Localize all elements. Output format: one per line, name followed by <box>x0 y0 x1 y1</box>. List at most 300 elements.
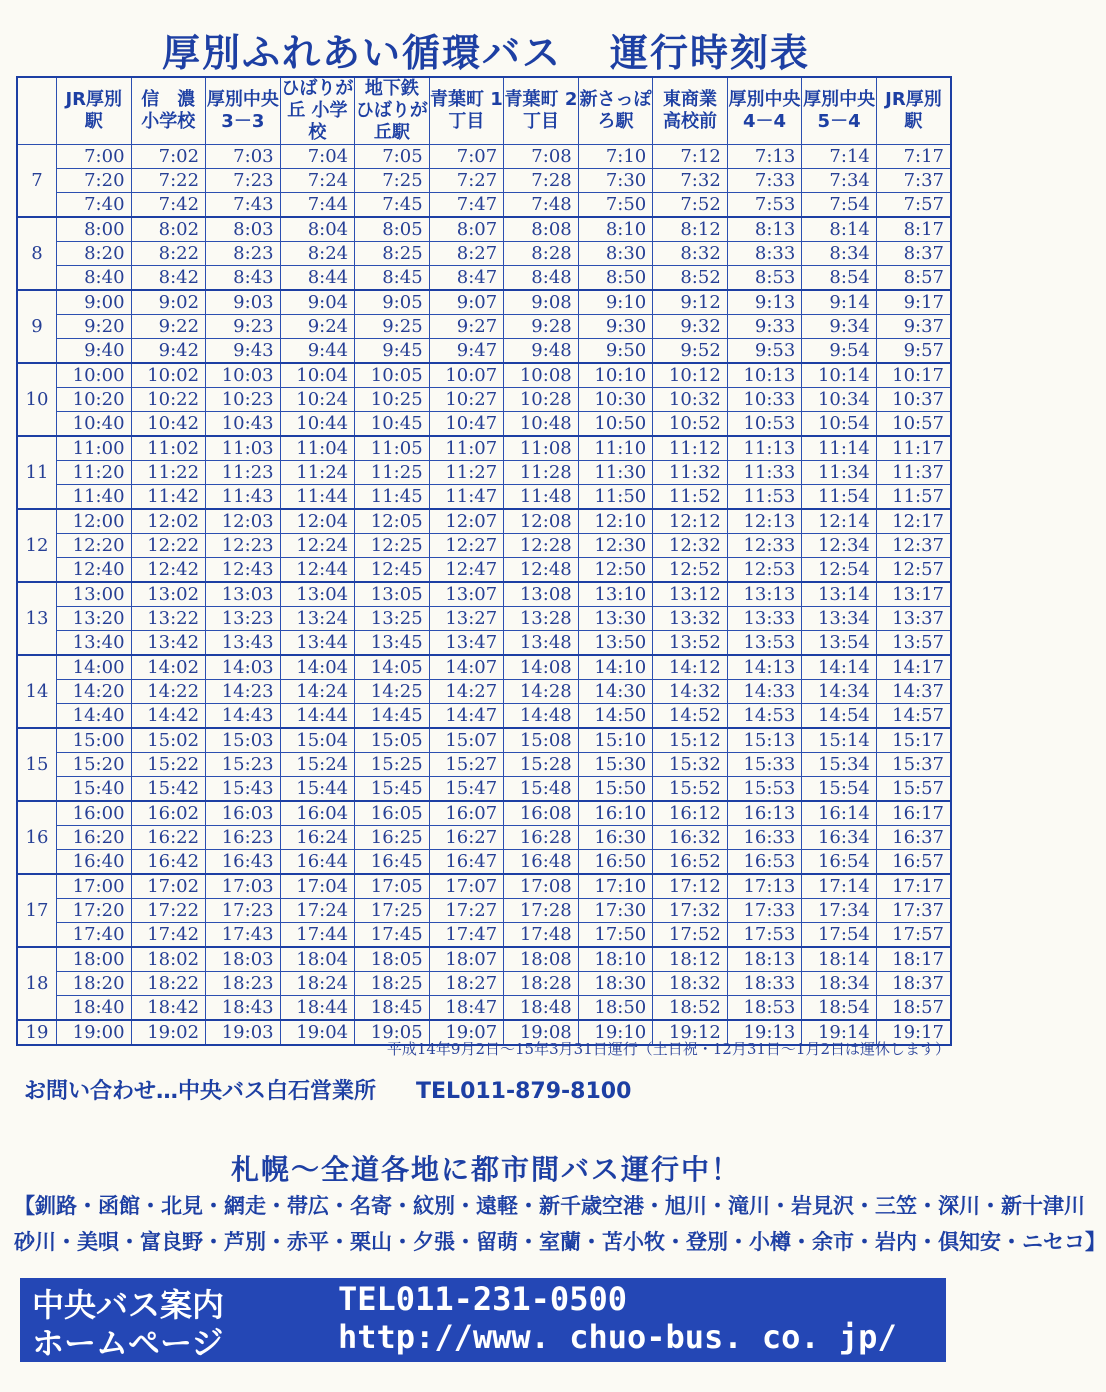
departure-time: 9:48 <box>504 339 579 364</box>
departure-time: 16:25 <box>355 826 430 850</box>
timetable-row <box>17 582 951 607</box>
stop-header: JR厚別駅 <box>876 77 951 145</box>
departure-time: 9:40 <box>57 339 132 364</box>
departure-time: 15:07 <box>429 728 504 753</box>
departure-time: 7:42 <box>131 193 206 218</box>
timetable-row <box>17 972 951 996</box>
departure-time: 11:24 <box>280 461 355 485</box>
departure-time: 9:07 <box>429 290 504 315</box>
departure-time: 15:23 <box>206 753 281 777</box>
departure-time: 15:50 <box>578 777 653 802</box>
departure-time: 13:22 <box>131 607 206 631</box>
departure-time: 17:57 <box>876 923 951 948</box>
departure-time: 9:57 <box>876 339 951 364</box>
departure-time: 14:44 <box>280 704 355 729</box>
departure-time: 18:40 <box>57 996 132 1021</box>
departure-time: 17:27 <box>429 899 504 923</box>
stop-header-row <box>17 77 951 145</box>
departure-time: 16:37 <box>876 826 951 850</box>
departure-time: 9:43 <box>206 339 281 364</box>
departure-time: 12:10 <box>578 509 653 534</box>
departure-time: 18:12 <box>653 947 728 972</box>
departure-time: 12:37 <box>876 534 951 558</box>
timetable-row <box>17 801 951 826</box>
departure-time: 9:27 <box>429 315 504 339</box>
departure-time: 10:04 <box>280 363 355 388</box>
timetable-row <box>17 607 951 631</box>
banner-url-link[interactable]: http://www. chuo-bus. co. jp/ <box>338 1318 897 1356</box>
departure-time: 8:47 <box>429 266 504 291</box>
hour-cell: 14 <box>17 655 57 728</box>
hour-cell: 12 <box>17 509 57 582</box>
departure-time: 11:37 <box>876 461 951 485</box>
departure-time: 18:23 <box>206 972 281 996</box>
departure-time: 11:23 <box>206 461 281 485</box>
hour-cell: 19 <box>17 1020 57 1045</box>
departure-time: 13:07 <box>429 582 504 607</box>
departure-time: 7:45 <box>355 193 430 218</box>
departure-time: 19:14 <box>802 1020 877 1045</box>
departure-time: 10:02 <box>131 363 206 388</box>
departure-time: 12:02 <box>131 509 206 534</box>
departure-time: 16:33 <box>727 826 802 850</box>
departure-time: 17:13 <box>727 874 802 899</box>
departure-time: 17:14 <box>802 874 877 899</box>
stop-header: 地下鉄 ひばりが丘駅 <box>355 78 428 143</box>
departure-time: 9:28 <box>504 315 579 339</box>
departure-time: 13:43 <box>206 631 281 656</box>
departure-time: 7:12 <box>653 145 728 169</box>
departure-time: 14:03 <box>206 655 281 680</box>
departure-time: 9:00 <box>57 290 132 315</box>
departure-time: 18:07 <box>429 947 504 972</box>
departure-time: 11:48 <box>504 485 579 510</box>
title-main: 厚別ふれあい循環バス <box>161 31 562 75</box>
departure-time: 19:04 <box>280 1020 355 1045</box>
departure-time: 12:12 <box>653 509 728 534</box>
departure-time: 17:00 <box>57 874 132 899</box>
departure-time: 12:08 <box>504 509 579 534</box>
timetable-row <box>17 680 951 704</box>
departure-time: 17:33 <box>727 899 802 923</box>
departure-time: 12:05 <box>355 509 430 534</box>
departure-time: 18:57 <box>876 996 951 1021</box>
departure-time: 10:45 <box>355 412 430 437</box>
departure-time: 7:10 <box>578 145 653 169</box>
stop-header: 新さっぽろ駅 <box>578 77 653 145</box>
departure-time: 7:27 <box>429 169 504 193</box>
departure-time: 17:47 <box>429 923 504 948</box>
departure-time: 7:05 <box>355 145 430 169</box>
hour-column-header <box>17 77 57 145</box>
departure-time: 12:22 <box>131 534 206 558</box>
departure-time: 18:32 <box>653 972 728 996</box>
departure-time: 8:17 <box>876 217 951 242</box>
departure-time: 15:27 <box>429 753 504 777</box>
departure-time: 18:28 <box>504 972 579 996</box>
departure-time: 15:08 <box>504 728 579 753</box>
departure-time: 15:12 <box>653 728 728 753</box>
departure-time: 12:27 <box>429 534 504 558</box>
timetable-row <box>17 217 951 242</box>
departure-time: 16:47 <box>429 850 504 875</box>
timetable-row <box>17 777 951 802</box>
timetable-row <box>17 509 951 534</box>
departure-time: 17:07 <box>429 874 504 899</box>
departure-time: 11:02 <box>131 436 206 461</box>
stop-header: 信 濃 小学校 <box>131 77 206 145</box>
departure-time: 13:32 <box>653 607 728 631</box>
departure-time: 7:48 <box>504 193 579 218</box>
departure-time: 12:00 <box>57 509 132 534</box>
departure-time: 15:52 <box>653 777 728 802</box>
departure-time: 9:37 <box>876 315 951 339</box>
departure-time: 9:33 <box>727 315 802 339</box>
departure-time: 15:45 <box>355 777 430 802</box>
departure-time: 13:25 <box>355 607 430 631</box>
departure-time: 7:28 <box>504 169 579 193</box>
departure-time: 8:45 <box>355 266 430 291</box>
departure-time: 11:32 <box>653 461 728 485</box>
departure-time: 8:52 <box>653 266 728 291</box>
departure-time: 12:48 <box>504 558 579 583</box>
departure-time: 8:20 <box>57 242 132 266</box>
banner-tel: TEL011-231-0500 <box>338 1280 627 1318</box>
hour-cell: 16 <box>17 801 57 874</box>
departure-time: 18:22 <box>131 972 206 996</box>
departure-time: 19:03 <box>206 1020 281 1045</box>
timetable-row <box>17 461 951 485</box>
departure-time: 18:47 <box>429 996 504 1021</box>
departure-time: 10:17 <box>876 363 951 388</box>
departure-time: 9:13 <box>727 290 802 315</box>
departure-time: 10:34 <box>802 388 877 412</box>
departure-time: 8:33 <box>727 242 802 266</box>
banner-homepage-label: ホームページ <box>32 1324 224 1362</box>
departure-time: 12:44 <box>280 558 355 583</box>
departure-time: 18:00 <box>57 947 132 972</box>
departure-time: 17:34 <box>802 899 877 923</box>
departure-time: 15:34 <box>802 753 877 777</box>
stop-header: 厚別中央 4－4 <box>727 77 802 145</box>
departure-time: 18:53 <box>727 996 802 1021</box>
departure-time: 17:40 <box>57 923 132 948</box>
departure-time: 16:07 <box>429 801 504 826</box>
departure-time: 16:12 <box>653 801 728 826</box>
departure-time: 15:53 <box>727 777 802 802</box>
departure-time: 13:48 <box>504 631 579 656</box>
departure-time: 10:44 <box>280 412 355 437</box>
departure-time: 13:12 <box>653 582 728 607</box>
departure-time: 7:04 <box>280 145 355 169</box>
departure-time: 19:08 <box>504 1020 579 1045</box>
timetable-row <box>17 534 951 558</box>
departure-time: 15:33 <box>727 753 802 777</box>
departure-time: 8:05 <box>355 217 430 242</box>
departure-time: 16:00 <box>57 801 132 826</box>
departure-time: 17:44 <box>280 923 355 948</box>
departure-time: 8:08 <box>504 217 579 242</box>
departure-time: 19:00 <box>57 1020 132 1045</box>
departure-time: 16:52 <box>653 850 728 875</box>
departure-time: 14:13 <box>727 655 802 680</box>
departure-time: 12:20 <box>57 534 132 558</box>
departure-time: 18:03 <box>206 947 281 972</box>
departure-time: 15:32 <box>653 753 728 777</box>
timetable-row <box>17 874 951 899</box>
departure-time: 11:30 <box>578 461 653 485</box>
timetable-row <box>17 996 951 1021</box>
departure-time: 7:23 <box>206 169 281 193</box>
departure-time: 14:37 <box>876 680 951 704</box>
departure-time: 16:17 <box>876 801 951 826</box>
departure-time: 13:30 <box>578 607 653 631</box>
departure-time: 12:40 <box>57 558 132 583</box>
timetable-row <box>17 436 951 461</box>
departure-time: 15:25 <box>355 753 430 777</box>
departure-time: 12:23 <box>206 534 281 558</box>
departure-time: 15:14 <box>802 728 877 753</box>
departure-time: 17:23 <box>206 899 281 923</box>
departure-time: 12:45 <box>355 558 430 583</box>
hour-cell: 10 <box>17 363 57 436</box>
departure-time: 16:13 <box>727 801 802 826</box>
departure-time: 10:47 <box>429 412 504 437</box>
departure-time: 14:12 <box>653 655 728 680</box>
banner-guide-label: 中央バス案内 <box>32 1286 225 1324</box>
departure-time: 18:10 <box>578 947 653 972</box>
departure-time: 17:03 <box>206 874 281 899</box>
departure-time: 8:50 <box>578 266 653 291</box>
departure-time: 17:52 <box>653 923 728 948</box>
stop-header: 厚別中央 5－4 <box>802 77 877 145</box>
timetable-row <box>17 388 951 412</box>
departure-time: 9:32 <box>653 315 728 339</box>
departure-time: 8:24 <box>280 242 355 266</box>
departure-time: 13:37 <box>876 607 951 631</box>
departure-time: 8:32 <box>653 242 728 266</box>
departure-time: 7:22 <box>131 169 206 193</box>
departure-time: 15:03 <box>206 728 281 753</box>
departure-time: 15:42 <box>131 777 206 802</box>
departure-time: 8:23 <box>206 242 281 266</box>
departure-time: 16:24 <box>280 826 355 850</box>
departure-time: 9:45 <box>355 339 430 364</box>
timetable-row <box>17 728 951 753</box>
departure-time: 17:08 <box>504 874 579 899</box>
departure-time: 18:25 <box>355 972 430 996</box>
timetable-row <box>17 315 951 339</box>
departure-time: 11:07 <box>429 436 504 461</box>
departure-time: 14:10 <box>578 655 653 680</box>
departure-time: 9:50 <box>578 339 653 364</box>
departure-time: 18:30 <box>578 972 653 996</box>
departure-time: 7:52 <box>653 193 728 218</box>
departure-time: 8:43 <box>206 266 281 291</box>
departure-time: 10:03 <box>206 363 281 388</box>
departure-time: 16:45 <box>355 850 430 875</box>
departure-time: 11:54 <box>802 485 877 510</box>
departure-time: 8:10 <box>578 217 653 242</box>
departure-time: 16:04 <box>280 801 355 826</box>
departure-time: 17:02 <box>131 874 206 899</box>
departure-time: 11:28 <box>504 461 579 485</box>
departure-time: 12:04 <box>280 509 355 534</box>
departure-time: 18:13 <box>727 947 802 972</box>
departure-time: 12:28 <box>504 534 579 558</box>
hour-cell: 17 <box>17 874 57 947</box>
timetable-row <box>17 193 951 218</box>
departure-time: 9:53 <box>727 339 802 364</box>
departure-time: 7:53 <box>727 193 802 218</box>
departure-time: 18:20 <box>57 972 132 996</box>
departure-time: 9:14 <box>802 290 877 315</box>
departure-time: 14:28 <box>504 680 579 704</box>
departure-time: 13:00 <box>57 582 132 607</box>
departure-time: 15:22 <box>131 753 206 777</box>
departure-time: 10:07 <box>429 363 504 388</box>
departure-time: 11:13 <box>727 436 802 461</box>
departure-time: 8:53 <box>727 266 802 291</box>
departure-time: 7:24 <box>280 169 355 193</box>
stop-header: ひばりが丘 小学校 <box>281 78 354 143</box>
departure-time: 11:40 <box>57 485 132 510</box>
departure-time: 17:50 <box>578 923 653 948</box>
departure-time: 15:28 <box>504 753 579 777</box>
departure-time: 7:37 <box>876 169 951 193</box>
departure-time: 7:17 <box>876 145 951 169</box>
hour-cell: 9 <box>17 290 57 363</box>
departure-time: 18:34 <box>802 972 877 996</box>
timetable-row <box>17 558 951 583</box>
departure-time: 16:02 <box>131 801 206 826</box>
departure-time: 7:33 <box>727 169 802 193</box>
departure-time: 17:20 <box>57 899 132 923</box>
departure-time: 8:48 <box>504 266 579 291</box>
departure-time: 11:04 <box>280 436 355 461</box>
departure-time: 12:14 <box>802 509 877 534</box>
departure-time: 10:14 <box>802 363 877 388</box>
departure-time: 16:53 <box>727 850 802 875</box>
departure-time: 10:28 <box>504 388 579 412</box>
departure-time: 14:22 <box>131 680 206 704</box>
departure-time: 18:48 <box>504 996 579 1021</box>
departure-time: 10:27 <box>429 388 504 412</box>
departure-time: 12:24 <box>280 534 355 558</box>
departure-time: 8:13 <box>727 217 802 242</box>
departure-time: 12:53 <box>727 558 802 583</box>
departure-time: 10:53 <box>727 412 802 437</box>
departure-time: 12:43 <box>206 558 281 583</box>
departure-time: 11:45 <box>355 485 430 510</box>
departure-time: 15:37 <box>876 753 951 777</box>
departure-time: 16:44 <box>280 850 355 875</box>
departure-time: 9:08 <box>504 290 579 315</box>
departure-time: 15:13 <box>727 728 802 753</box>
departure-time: 10:37 <box>876 388 951 412</box>
departure-time: 15:04 <box>280 728 355 753</box>
timetable-row <box>17 169 951 193</box>
departure-time: 18:33 <box>727 972 802 996</box>
departure-time: 11:03 <box>206 436 281 461</box>
departure-time: 14:50 <box>578 704 653 729</box>
departure-time: 10:33 <box>727 388 802 412</box>
departure-time: 18:14 <box>802 947 877 972</box>
timetable-row <box>17 826 951 850</box>
departure-time: 14:25 <box>355 680 430 704</box>
timetable-row <box>17 655 951 680</box>
timetable-row <box>17 947 951 972</box>
departure-time: 8:02 <box>131 217 206 242</box>
departure-time: 12:25 <box>355 534 430 558</box>
departure-time: 17:22 <box>131 899 206 923</box>
departure-time: 11:43 <box>206 485 281 510</box>
departure-time: 12:03 <box>206 509 281 534</box>
departure-time: 12:54 <box>802 558 877 583</box>
timetable-row <box>17 850 951 875</box>
departure-time: 17:04 <box>280 874 355 899</box>
departure-time: 7:07 <box>429 145 504 169</box>
departure-time: 13:24 <box>280 607 355 631</box>
departure-time: 8:22 <box>131 242 206 266</box>
departure-time: 18:42 <box>131 996 206 1021</box>
departure-time: 14:00 <box>57 655 132 680</box>
departure-time: 15:47 <box>429 777 504 802</box>
departure-time: 7:30 <box>578 169 653 193</box>
departure-time: 9:47 <box>429 339 504 364</box>
departure-time: 9:24 <box>280 315 355 339</box>
departure-time: 14:42 <box>131 704 206 729</box>
departure-time: 17:53 <box>727 923 802 948</box>
departure-time: 12:42 <box>131 558 206 583</box>
departure-time: 17:17 <box>876 874 951 899</box>
departure-time: 16:14 <box>802 801 877 826</box>
departure-time: 8:28 <box>504 242 579 266</box>
departure-time: 17:10 <box>578 874 653 899</box>
departure-time: 10:08 <box>504 363 579 388</box>
departure-time: 14:07 <box>429 655 504 680</box>
departure-time: 9:25 <box>355 315 430 339</box>
departure-time: 18:02 <box>131 947 206 972</box>
departure-time: 16:03 <box>206 801 281 826</box>
departure-time: 19:02 <box>131 1020 206 1045</box>
departure-time: 13:02 <box>131 582 206 607</box>
departure-time: 19:17 <box>876 1020 951 1045</box>
departure-time: 11:57 <box>876 485 951 510</box>
departure-time: 16:23 <box>206 826 281 850</box>
departure-time: 8:27 <box>429 242 504 266</box>
departure-time: 10:00 <box>57 363 132 388</box>
departure-time: 8:04 <box>280 217 355 242</box>
departure-time: 13:03 <box>206 582 281 607</box>
departure-time: 8:34 <box>802 242 877 266</box>
departure-time: 9:52 <box>653 339 728 364</box>
hour-cell: 13 <box>17 582 57 655</box>
departure-time: 15:40 <box>57 777 132 802</box>
departure-time: 13:33 <box>727 607 802 631</box>
timetable-row <box>17 412 951 437</box>
hour-cell: 11 <box>17 436 57 509</box>
stop-header: 厚別中央 3－3 <box>206 77 281 145</box>
timetable-row <box>17 145 951 169</box>
stop-header: JR厚別駅 <box>57 77 132 145</box>
departure-time: 14:57 <box>876 704 951 729</box>
departure-time: 14:43 <box>206 704 281 729</box>
departure-time: 10:13 <box>727 363 802 388</box>
departure-time: 10:05 <box>355 363 430 388</box>
departure-time: 9:12 <box>653 290 728 315</box>
departure-time: 13:14 <box>802 582 877 607</box>
